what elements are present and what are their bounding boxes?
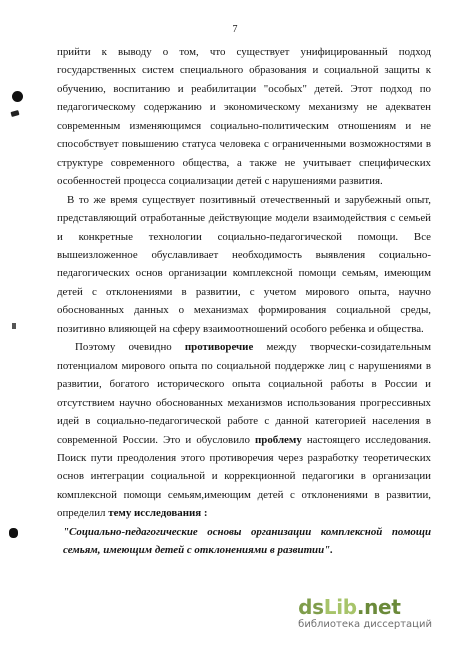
scan-tick-mark xyxy=(12,323,16,329)
bold-term: проблему xyxy=(255,433,302,446)
text-line xyxy=(57,209,431,227)
text-line xyxy=(57,320,431,338)
text-line xyxy=(57,80,431,98)
paragraph xyxy=(57,338,431,523)
paragraph xyxy=(57,523,431,560)
text-line xyxy=(57,467,431,485)
text-line xyxy=(57,486,431,504)
dslib-tagline: библиотека диссертаций xyxy=(298,619,432,630)
dslib-logo: dsLib.net xyxy=(298,595,401,619)
text-line xyxy=(57,172,431,190)
text-run: прийти к выводу о том, что существует унифицированный подход xyxy=(57,46,431,58)
text-line xyxy=(57,375,431,393)
bold-term: тему исследования : xyxy=(108,507,208,520)
text-run: представляющий отработанные действующие модели взаимодействия с семьей xyxy=(57,212,431,225)
text-run: "Социально-педагогические основы организации комплексной помощи xyxy=(63,525,431,538)
text-run: современной России. Это и обусловило xyxy=(57,433,255,446)
text-line xyxy=(57,191,431,209)
text-run: Поиск пути преодоления этого противоречия через разработку теоретических xyxy=(57,451,431,464)
text-line xyxy=(57,61,431,79)
text-run: вышеизложенное обуславливает необходимость выявления социально- xyxy=(57,248,431,261)
paragraph xyxy=(57,191,431,339)
text-run: позитивно влияющей на сферу взаимоотношений особого ребенка и общества. xyxy=(57,322,424,335)
text-line xyxy=(57,431,431,449)
text-run: определил xyxy=(57,507,109,520)
page-number: 7 xyxy=(232,24,238,35)
scan-blot-mark xyxy=(9,528,18,538)
bold-term: противоречие xyxy=(184,341,254,354)
text-run: современным изменяющимся социально-политическим отношениям и не xyxy=(57,119,431,132)
text-line xyxy=(57,117,431,135)
text-run: обучению, воспитанию и реабилитации "особых" детей. Этот подход по xyxy=(57,82,431,95)
text-run: Поэтому очевидно xyxy=(75,341,185,354)
text-line xyxy=(57,154,431,172)
text-run: развитии, богатого исторического опыта социальной работы в России и xyxy=(57,378,431,391)
dslib-watermark[interactable] xyxy=(298,597,432,631)
text-run: В то же время существует позитивный отечественный и зарубежный опыт, xyxy=(67,193,431,206)
text-line xyxy=(57,394,431,412)
paragraph xyxy=(57,43,431,191)
text-line xyxy=(57,283,431,301)
text-run: и конкретные технологии социально-педагогической помощи. Все xyxy=(57,230,431,243)
text-run: особенностей процесса социализации детей с нарушениями развития. xyxy=(57,175,383,188)
text-line xyxy=(57,135,431,153)
text-run: основ интеграции социальной и коррекционной педагогики в организации xyxy=(57,470,431,483)
text-run: семьям, имеющим детей с отклонениями в развитии". xyxy=(63,544,333,557)
text-line xyxy=(57,301,431,319)
text-line xyxy=(57,43,431,61)
text-run: настоящего исследования. xyxy=(301,433,431,446)
text-run: обоснованных данных о механизмах формирования социальной среды, xyxy=(57,304,431,317)
text-line xyxy=(57,523,431,541)
text-line xyxy=(57,264,431,282)
text-run: отсутствием научно обоснованных механизмов использования прогрессивных xyxy=(57,396,431,409)
text-run: детей с отклонениями в развитии, с учетом мирового опыта, научно xyxy=(57,285,431,298)
scan-dot-mark xyxy=(12,91,23,102)
text-line xyxy=(57,504,431,522)
text-run: комплексной помощи семьям,имеющим детей с отклонениями в развитии, xyxy=(57,488,431,501)
text-run: педагогическому содержанию и экономическому механизму не адекватен xyxy=(57,101,431,114)
body-text xyxy=(57,43,431,560)
text-run: государственных систем специального образования и социальной защиты к xyxy=(57,64,431,77)
text-run: педагогических основ организации комплексной помощи семьям, имеющим xyxy=(57,267,431,280)
text-run: идей в социально-педагогической работе с данной категорией населения в xyxy=(57,415,431,428)
text-line xyxy=(57,228,431,246)
scan-fleck-mark xyxy=(10,110,19,117)
text-line xyxy=(57,449,431,467)
text-run: между творчески-созидательным xyxy=(253,341,432,354)
text-run: структуре современного общества, а также не учитывает специфических xyxy=(57,156,431,169)
text-line xyxy=(57,412,431,430)
text-line xyxy=(57,357,431,375)
text-run: способствует повышению статуса человека с ограниченными возможностями в xyxy=(57,138,431,151)
text-line xyxy=(57,246,431,264)
text-line xyxy=(57,541,431,559)
text-run: потенциалом мирового опыта по социальной поддержке лиц с нарушениями в xyxy=(57,359,431,372)
text-line xyxy=(57,338,431,356)
text-line xyxy=(57,98,431,116)
